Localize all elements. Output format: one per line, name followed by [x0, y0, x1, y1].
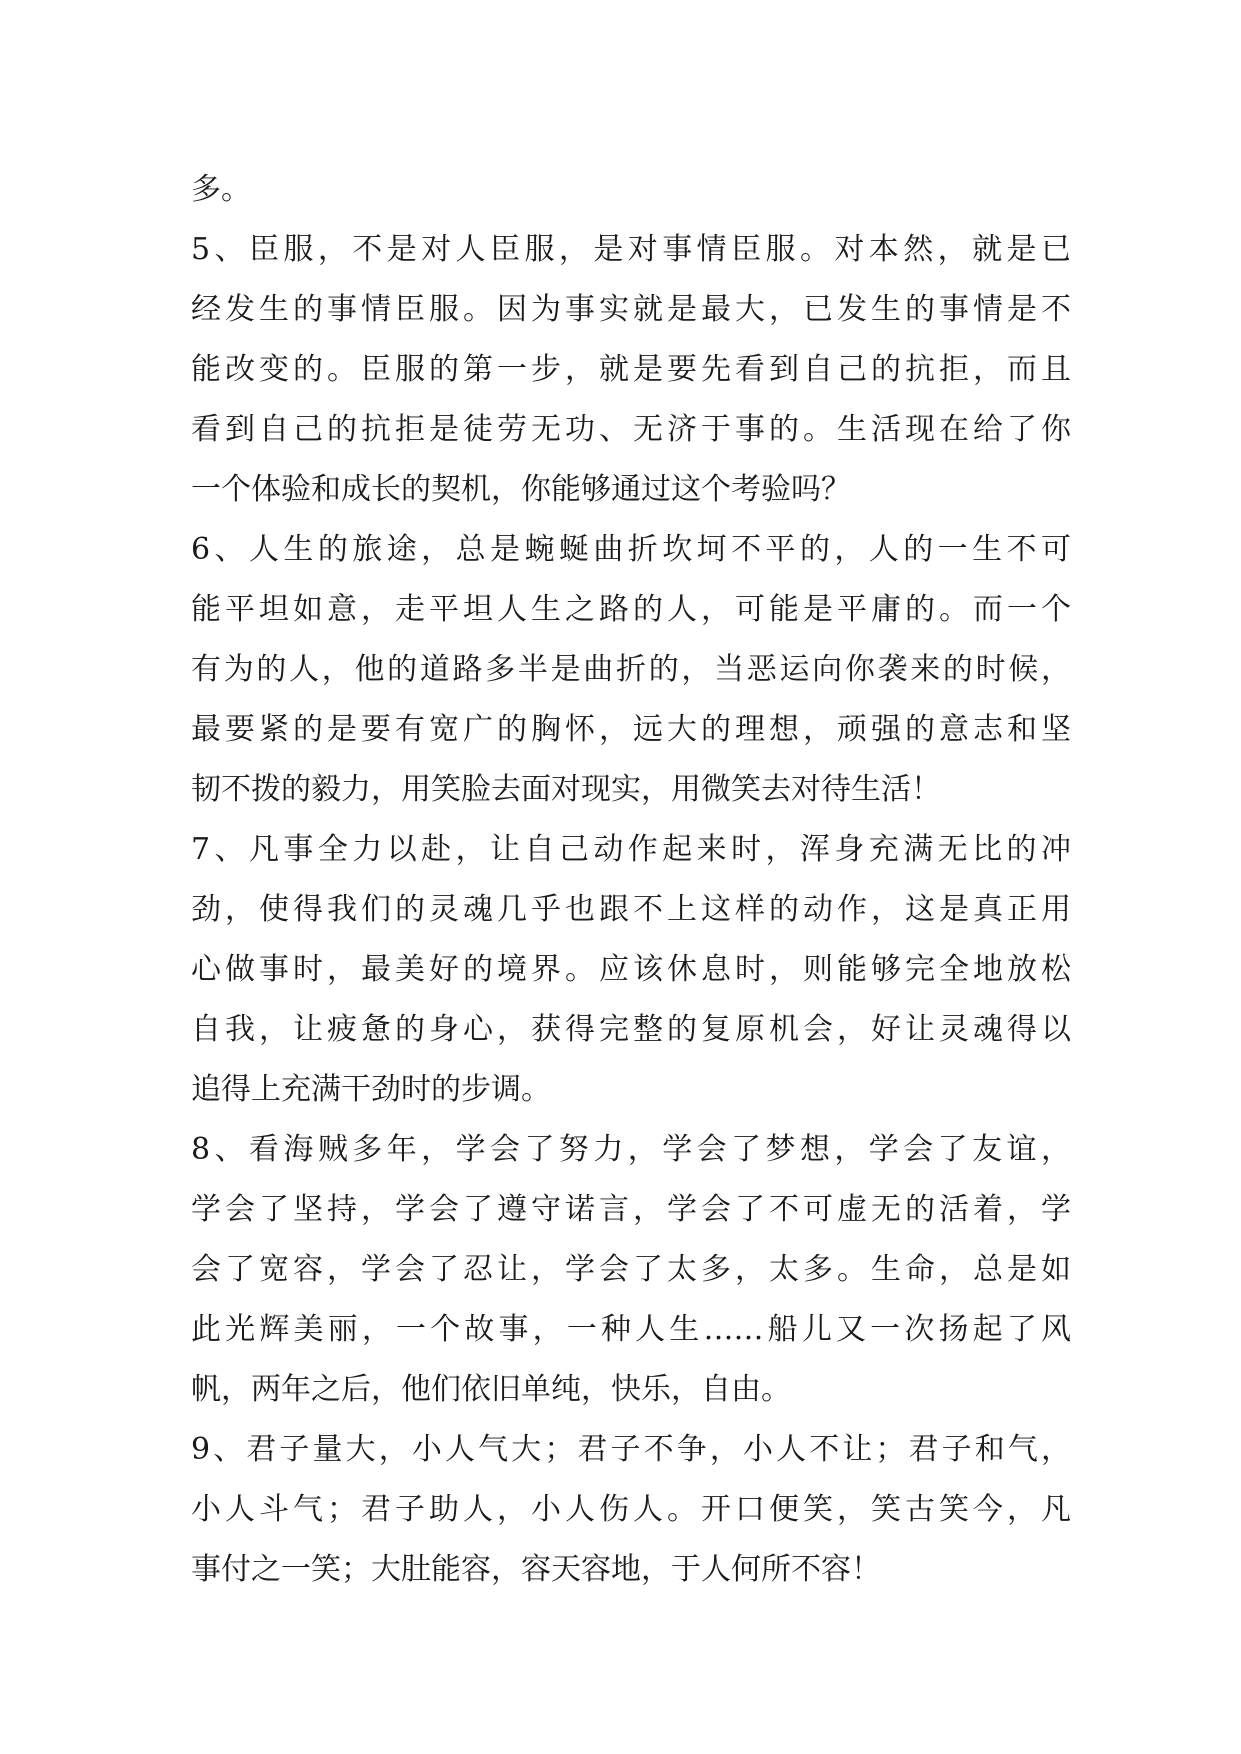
text-line: 韧不拨的毅力，用笑脸去面对现实，用微笑去对待生活！ [191, 772, 941, 807]
text-line: 7、凡事全力以赴，让自己动作起来时，浑身充满无比的冲 [191, 832, 1071, 867]
text-line: 9、君子量大，小人气大；君子不争，小人不让；君子和气， [191, 1432, 1071, 1467]
text-line: 自我，让疲惫的身心，获得完整的复原机会，好让灵魂得以 [191, 1012, 1071, 1047]
text-line: 6、人生的旅途，总是蜿蜒曲折坎坷不平的，人的一生不可 [191, 532, 1071, 567]
text-line: 一个体验和成长的契机，你能够通过这个考验吗？ [191, 472, 851, 507]
text-line: 有为的人，他的道路多半是曲折的，当恶运向你袭来的时候， [191, 652, 1071, 687]
text-line: 最要紧的是要有宽广的胸怀，远大的理想，顽强的意志和坚 [191, 712, 1071, 747]
text-line: 帆，两年之后，他们依旧单纯，快乐，自由。 [191, 1372, 791, 1407]
document-body [191, 160, 1071, 1600]
text-line: 多。 [191, 172, 251, 207]
text-line: 追得上充满干劲时的步调。 [191, 1072, 551, 1107]
text-line: 学会了坚持，学会了遵守诺言，学会了不可虚无的活着，学 [191, 1192, 1071, 1227]
text-line: 劲，使得我们的灵魂几乎也跟不上这样的动作，这是真正用 [191, 892, 1071, 927]
text-line: 5、臣服，不是对人臣服，是对事情臣服。对本然，就是已 [191, 232, 1071, 267]
text-line: 能改变的。臣服的第一步，就是要先看到自己的抗拒，而且 [191, 352, 1071, 387]
text-line: 此光辉美丽，一个故事，一种人生……船儿又一次扬起了风 [191, 1312, 1071, 1347]
text-line: 能平坦如意，走平坦人生之路的人，可能是平庸的。而一个 [191, 592, 1071, 627]
text-line: 经发生的事情臣服。因为事实就是最大，已发生的事情是不 [191, 292, 1071, 327]
text-line: 看到自己的抗拒是徒劳无功、无济于事的。生活现在给了你 [191, 412, 1071, 447]
text-line: 心做事时，最美好的境界。应该休息时，则能够完全地放松 [191, 952, 1071, 987]
text-line: 小人斗气；君子助人，小人伤人。开口便笑，笑古笑今，凡 [191, 1492, 1071, 1527]
text-line: 会了宽容，学会了忍让，学会了太多，太多。生命，总是如 [191, 1252, 1071, 1287]
text-line: 8、看海贼多年，学会了努力，学会了梦想，学会了友谊， [191, 1132, 1071, 1167]
text-line: 事付之一笑；大肚能容，容天容地，于人何所不容！ [191, 1552, 881, 1587]
